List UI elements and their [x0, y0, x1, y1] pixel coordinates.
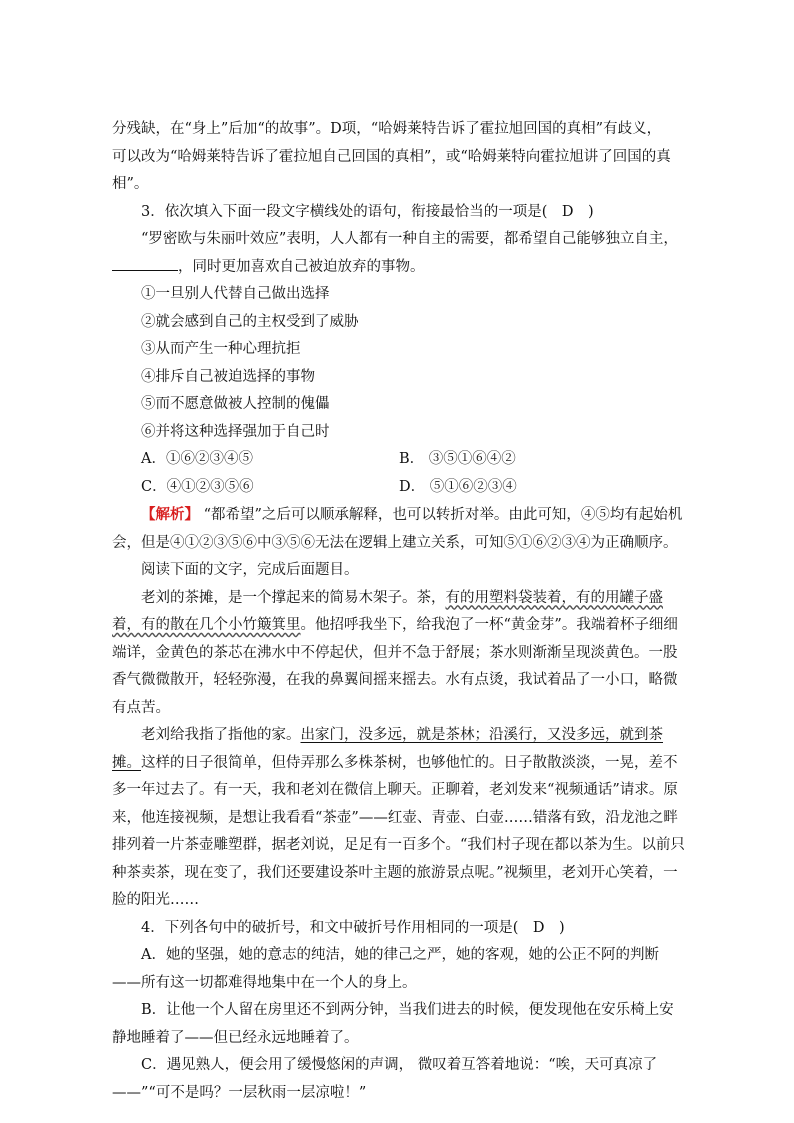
- prev-answer-line-1: 分残缺，在“身上”后加“的故事”。D项，“哈姆莱特告诉了霍拉旭回国的真相”有歧义，: [112, 121, 662, 137]
- q3-passage: [112, 226, 686, 281]
- q3-option-b: B． ③⑤①⑥④②: [399, 451, 516, 467]
- fill-blank: [112, 256, 178, 271]
- analysis-tag: 【解析】: [141, 506, 199, 523]
- q3-item-5: ⑤而不愿意做被人控制的傀儡: [141, 396, 330, 412]
- q3-analysis: [112, 501, 686, 557]
- q3-item-6: ⑥并将这种选择强加于自己时: [141, 423, 330, 440]
- q3-item-2: ②就会感到自己的主权受到了威胁: [141, 313, 359, 330]
- reading-p2-text-a: 老刘给我指了指他的家。: [141, 727, 301, 743]
- document-body: [112, 116, 686, 1107]
- q3-option-c: C．④①②③⑤⑥: [141, 478, 254, 495]
- reading-p1-text-b: 。他招呼我坐下，给我泡了一杯“黄金芽”。我端着杯子细细端详，金黄色的茶芯在沸水中不停起伏，但并不急于舒展；茶水则渐渐呈现淡黄色。一股香气微微散开，轻轻弥漫，在我的鼻翼间摇来摇去。水有点烫，我试着品了一小口，略微有点苦。: [112, 617, 678, 716]
- q3-passage-b: ，同时更加喜欢自己被迫放弃的事物。: [178, 258, 425, 275]
- reading-paragraph-1: [112, 585, 686, 723]
- reading-intro: 阅读下面的文字，完成后面题目。: [141, 562, 359, 578]
- q3-item-3: ③从而产生一种心理抗拒: [141, 341, 301, 357]
- q3-option-a: A．①⑥②③④⑤: [141, 451, 253, 467]
- q4-option-b: B．让他一个人留在房里还不到两分钟，当我们进去的时候，便发现他在安乐椅上安静地睡着了——但已经永远地睡着了。: [112, 1002, 674, 1046]
- reading-paragraph-2: [112, 722, 686, 915]
- analysis-text: “都希望”之后可以顺承解释，也可以转折对举。由此可知，④⑤均有起始机会，但是④①②③⑤⑥中③⑤⑥无法在逻辑上建立关系，可知⑤①⑥②③④为正确顺序。: [112, 507, 683, 551]
- q3-passage-a: “罗密欧与朱丽叶效应”表明，人人都有一种自主的需要，都希望自己能够独立自主，: [141, 231, 678, 247]
- reading-p2-text-b: 这样的日子很简单，但侍弄那么多株茶树，也够他忙的。日子散散淡淡，一晃，差不多一年过去了。有一天，我和老刘在微信上聊天。正聊着，老刘发来“视频通话”请求。原来，他连接视频，是想让我看看“茶壶”——红壶、青壶、白壶……错落有致，沿龙池之畔排列着一片茶壶雕塑群，据老刘说，足足有一百多个。“我们村子现在都以茶为生。以前只种茶卖茶，现在变了，我们还要建设茶叶主题的旅游景点呢。”视频里，老刘开心笑着，一脸的阳光……: [112, 754, 685, 908]
- reading-p1-wavy-underline: 有的用塑料袋装着，有的用罐子盛着，有的散在几个小竹簸箕里: [112, 589, 663, 633]
- q3-options-row-1: [112, 446, 686, 474]
- q4-option-c: C．遇见熟人，便会用了缓慢悠闲的声调， 微叹着互答着地说：“唉，天可真凉了——”“可不是吗？一层秋雨一层凉啦！”: [112, 1057, 658, 1101]
- q4-option-a: A．她的坚强，她的意志的纯洁，她的律己之严，她的客观，她的公正不阿的判断——所有这一切都难得地集中在一个人的身上。: [112, 947, 659, 991]
- q3-option-d: D． ⑤①⑥②③④: [399, 478, 517, 495]
- q3-item-1: ①一旦别人代替自己做出选择: [141, 286, 330, 302]
- q3-stem: 3．依次填入下面一段文字横线处的语句，衔接最恰当的一项是( D ): [141, 203, 594, 220]
- q4-stem: 4．下列各句中的破折号，和文中破折号作用相同的一项是( D ): [141, 919, 565, 936]
- reading-p2-underline: 出家门，没多远，就是茶林；沿溪行，又没多远，就到茶摊。: [112, 727, 663, 771]
- q3-options-row-2: [112, 474, 686, 502]
- q3-item-4: ④排斥自己被迫选择的事物: [141, 368, 315, 385]
- prev-answer-line-2: 可以改为“哈姆莱特告诉了霍拉旭自己回国的真相”，或“哈姆莱特向霍拉旭讲了回国的真相”。: [112, 148, 671, 192]
- reading-p1-text-a: 老刘的茶摊，是一个撑起来的简易木架子。茶，: [141, 589, 446, 606]
